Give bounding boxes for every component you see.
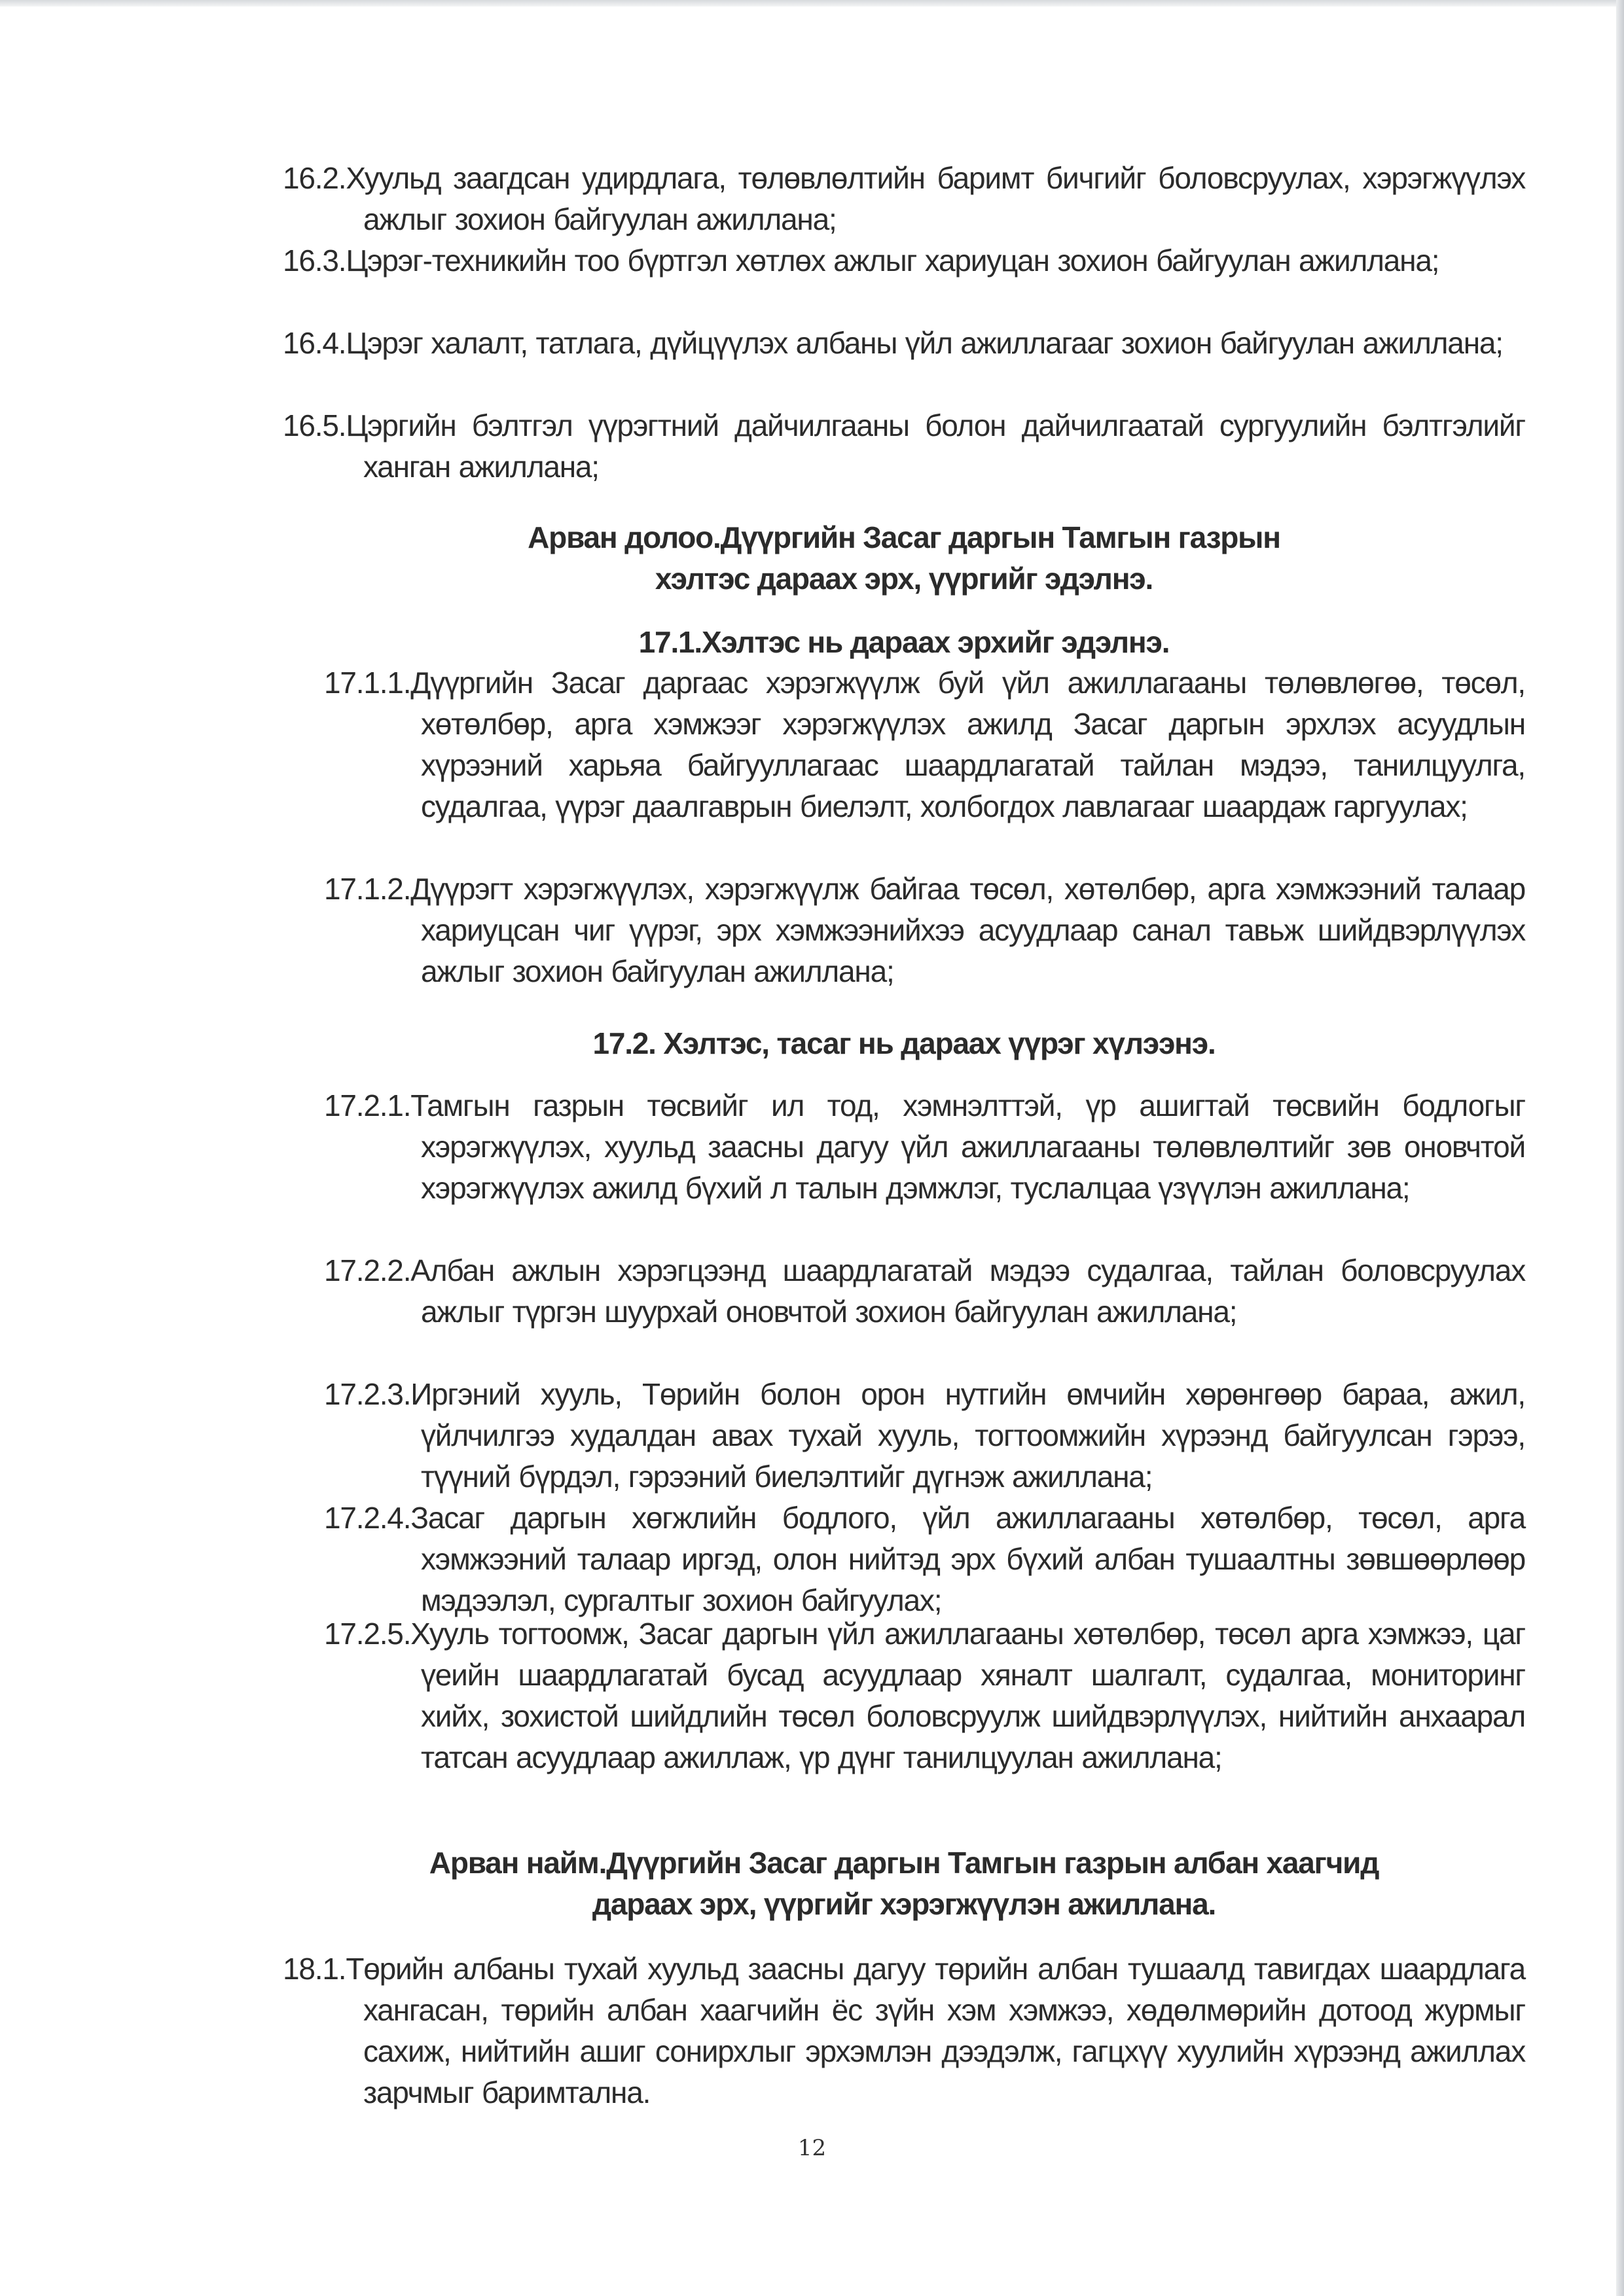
clause-17-1-2 bbox=[324, 869, 1525, 992]
clause-text: Албан ажлын хэрэгцээнд шаардлагатай мэдээ судалгаа, тайлан боловсруулах ажлыг түргэн шуурхай оновчтой зохион байгуулан ажиллана; bbox=[410, 1253, 1525, 1329]
clause-number: 16.4. bbox=[283, 326, 346, 360]
clause-text: Хууль тогтоомж, Засаг даргын үйл ажиллагааны хөтөлбөр, төсөл арга хэмжээ, цаг үеийн шаардлагатай бусад асуудлаар хяналт шалгалт, судалгаа, мониторинг хийх, зохистой шийдлийн төсөл боловсруулж шийдвэрлүүлэх, нийтийн анхаарал татсан асуудлаар ажиллаж, үр дүнг танилцуулан ажиллана; bbox=[410, 1617, 1525, 1774]
subsection-17-1-heading: 17.1.Хэлтэс нь дараах эрхийг эдэлнэ. bbox=[638, 625, 1170, 659]
section-17-heading-line1: Арван долоо.Дүүргийн Засаг даргын Тамгын газрын bbox=[528, 520, 1280, 554]
clause-number: 17.2.5. bbox=[324, 1617, 411, 1651]
clause-text: Цэрэг халалт, татлага, дүйцүүлэх албаны үйл ажиллагааг зохион байгуулан ажиллана; bbox=[346, 326, 1503, 360]
clause-text: Цэрэг-техникийн тоо бүртгэл хөтлөх ажлыг хариуцан зохион байгуулан ажиллана; bbox=[346, 243, 1439, 278]
clause-17-2-2 bbox=[324, 1250, 1525, 1333]
clause-16-4 bbox=[283, 323, 1525, 364]
clause-text: Засаг даргын хөгжлийн бодлого, үйл ажиллагааны хөтөлбөр, төсөл, арга хэмжээний талаар иргэд, олон нийтэд эрх бүхий албан тушаалтны зөвшөөрлөөр мэдээлэл, сургалтыг зохион байгуулах; bbox=[410, 1501, 1525, 1617]
clause-number: 16.2. bbox=[283, 161, 346, 195]
clause-number: 16.5. bbox=[283, 408, 346, 442]
page-number: 12 bbox=[797, 2135, 827, 2161]
clause-17-2-3 bbox=[324, 1374, 1525, 1498]
clause-text: Хуульд заагдсан удирдлага, төлөвлөлтийн баримт бичгийг боловсруулах, хэрэгжүүлэх ажлыг зохион байгуулан ажиллана; bbox=[346, 161, 1525, 236]
clause-16-2 bbox=[283, 158, 1525, 240]
clause-number: 17.2.2. bbox=[324, 1253, 411, 1287]
clause-number: 17.2.4. bbox=[324, 1501, 411, 1535]
clause-16-3 bbox=[283, 240, 1525, 281]
clause-17-2-5 bbox=[324, 1613, 1525, 1778]
clause-17-2-4 bbox=[324, 1498, 1525, 1621]
clause-text: Төрийн албаны тухай хуульд заасны дагуу төрийн албан тушаалд тавигдах шаардлага хангасан, төрийн албан хаагчийн ёс зүйн хэм хэмжээ, хөдөлмөрийн дотоод журмыг сахиж, нийтийн ашиг сонирхлыг эрхэмлэн дээдэлж, гагцхүү хуулийн хүрээнд ажиллах зарчмыг баримтална. bbox=[346, 1952, 1525, 2109]
clause-number: 17.2.3. bbox=[324, 1377, 411, 1411]
clause-18-1 bbox=[283, 1948, 1525, 2113]
section-17-heading-line2: хэлтэс дараах эрх, үүргийг эдэлнэ. bbox=[655, 562, 1153, 596]
clause-16-5 bbox=[283, 405, 1525, 488]
section-18-heading-line1: Арван найм.Дүүргийн Засаг даргын Тамгын газрын албан хаагчид bbox=[429, 1846, 1379, 1880]
clause-17-2-1 bbox=[324, 1085, 1525, 1209]
clause-number: 18.1. bbox=[283, 1952, 346, 1986]
clause-number: 17.2.1. bbox=[324, 1088, 411, 1122]
clause-text: Дүүрэгт хэрэгжүүлэх, хэрэгжүүлж байгаа төсөл, хөтөлбөр, арга хэмжээний талаар хариуцсан чиг үүрэг, эрх хэмжээнийхээ асуудлаар санал тавьж шийдвэрлүүлэх ажлыг зохион байгуулан ажиллана; bbox=[410, 872, 1525, 988]
clause-text: Дүүргийн Засаг даргаас хэрэгжүүлж буй үйл ажиллагааны төлөвлөгөө, төсөл, хөтөлбөр, арга хэмжээг хэрэгжүүлэх ажилд Засаг даргын эрхлэх асуудлын хүрээний харьяа байгууллагаас шаардлагатай тайлан мэдээ, танилцуулга, судалгаа, үүрэг даалгаврын биелэлт, холбогдох лавлагааг шаардаж гаргуулах; bbox=[410, 666, 1525, 823]
clause-text: Цэргийн бэлтгэл үүрэгтний дайчилгааны болон дайчилгаатай сургуулийн бэлтгэлийг ханган ажиллана; bbox=[346, 408, 1525, 484]
clause-text: Иргэний хууль, Төрийн болон орон нутгийн өмчийн хөрөнгөөр бараа, ажил, үйлчилгээ худалдан авах тухай хууль, тогтоомжийн хүрээнд байгуулсан гэрээ, түүний бүрдэл, гэрээний биелэлтийг дүгнэж ажиллана; bbox=[410, 1377, 1525, 1494]
clause-text: Тамгын газрын төсвийг ил тод, хэмнэлттэй, үр ашигтай төсвийн бодлогыг хэрэгжүүлэх, хуульд заасны дагуу үйл ажиллагааны төлөвлөлтийг зөв оновчтой хэрэгжүүлэх ажилд бүхий л талын дэмжлэг, туслалцаа үзүүлэн ажиллана; bbox=[410, 1088, 1525, 1205]
clause-number: 17.1.1. bbox=[324, 666, 411, 700]
section-18-heading-line2: дараах эрх, үүргийг хэрэгжүүлэн ажиллана. bbox=[592, 1887, 1216, 1921]
clause-number: 17.1.2. bbox=[324, 872, 411, 906]
clause-17-1-1 bbox=[324, 662, 1525, 827]
clause-number: 16.3. bbox=[283, 243, 346, 278]
subsection-17-2-heading: 17.2. Хэлтэс, тасаг нь дараах үүрэг хүлээнэ. bbox=[592, 1026, 1216, 1060]
